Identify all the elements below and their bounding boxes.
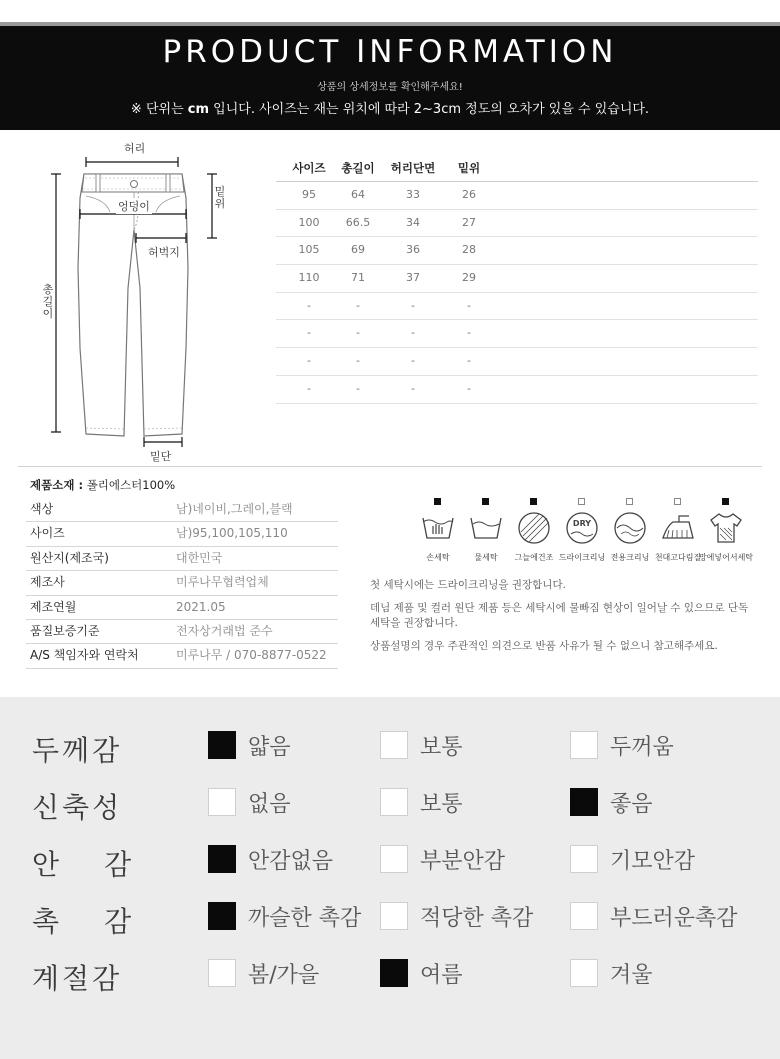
check-box — [570, 731, 598, 759]
feature-row-texture — [0, 890, 780, 946]
hip-label: 엉덩이 — [118, 200, 150, 213]
table-cell: - — [307, 381, 311, 395]
hand-wash-icon — [419, 508, 457, 546]
info-key: 원산지(제조국) — [30, 550, 109, 565]
table-row — [276, 348, 758, 376]
table-row — [276, 265, 758, 293]
info-row-origin — [26, 547, 338, 571]
option-label: 없음 — [248, 792, 291, 817]
care-label: 천대고다림질 — [654, 553, 702, 562]
info-row-date — [26, 596, 338, 620]
table-cell: - — [411, 354, 415, 368]
feature-row-thickness — [0, 719, 780, 775]
header-length: 총길이 — [341, 161, 375, 175]
feature-name-part: 촉 — [32, 905, 63, 938]
option-label: 얇음 — [248, 735, 291, 760]
info-row-manufacturer — [26, 571, 338, 595]
feature-name — [32, 900, 142, 940]
care-mark — [674, 498, 681, 505]
table-cell: - — [307, 354, 311, 368]
check-box — [208, 731, 236, 759]
hem-label: 밑단 — [150, 450, 172, 463]
section-divider — [18, 466, 762, 467]
care-label: 손세탁 — [426, 553, 450, 562]
info-value: 2021.05 — [176, 599, 226, 614]
table-cell: - — [356, 298, 360, 312]
feature-row-season — [0, 947, 780, 1003]
waist-label: 허리 — [124, 142, 146, 155]
info-row-contact — [26, 644, 338, 668]
table-row — [276, 293, 758, 321]
water-wash-icon — [467, 508, 505, 546]
banner-unit-note — [0, 98, 780, 117]
product-info-table — [26, 498, 338, 669]
option-label: 보통 — [420, 792, 463, 817]
table-row — [276, 210, 758, 238]
header-rise: 밑위 — [457, 161, 481, 175]
note-unit: cm — [187, 102, 210, 117]
care-label: 그늘에건조 — [514, 553, 554, 562]
option-label: 좋음 — [610, 792, 653, 817]
table-cell: 71 — [351, 271, 365, 285]
material-value: 폴리에스터100% — [83, 478, 176, 492]
shade-dry-icon — [515, 508, 553, 546]
check-box — [570, 845, 598, 873]
table-cell: 36 — [406, 243, 420, 257]
feature-name-part: 안 — [32, 848, 63, 881]
option-label: 부분안감 — [420, 849, 506, 874]
info-value: 전자상거래법 준수 — [176, 623, 273, 638]
option-label: 까슬한 촉감 — [248, 906, 362, 931]
care-label: 드라이크리닝 — [558, 553, 606, 562]
care-hand-wash — [414, 496, 462, 568]
check-box — [208, 845, 236, 873]
table-cell: 110 — [298, 271, 320, 285]
info-key: 품질보증기준 — [30, 623, 100, 638]
care-mark — [482, 498, 489, 505]
table-cell: - — [356, 326, 360, 340]
care-mark — [530, 498, 537, 505]
info-row-warranty — [26, 620, 338, 644]
info-value: 미루나무협력업체 — [176, 575, 269, 590]
check-box — [570, 902, 598, 930]
table-cell: 64 — [351, 188, 365, 201]
feature-row-stretch — [0, 776, 780, 832]
material-label: 제품소재 : — [30, 478, 84, 492]
check-box — [380, 902, 408, 930]
note-prefix: ※ 단위는 — [130, 102, 188, 117]
care-notes — [370, 578, 760, 662]
table-cell: 28 — [462, 243, 476, 257]
header-size: 사이즈 — [292, 161, 326, 175]
table-cell: - — [411, 298, 415, 312]
info-key: 색상 — [30, 502, 54, 516]
option-label: 기모안감 — [610, 849, 696, 874]
table-cell: - — [411, 326, 415, 340]
option-label: 보통 — [420, 735, 463, 760]
net-wash-icon — [707, 508, 745, 546]
info-row-size — [26, 522, 338, 546]
table-cell: 33 — [406, 188, 420, 201]
info-key: 제조연월 — [30, 599, 77, 614]
option-label: 두꺼움 — [610, 735, 674, 760]
info-key: 사이즈 — [30, 526, 65, 541]
length-label: 총길이 — [42, 283, 54, 320]
thigh-label: 허벅지 — [148, 246, 180, 259]
check-box — [380, 788, 408, 816]
table-cell: - — [467, 354, 471, 368]
feature-ratings — [0, 697, 780, 1059]
option-label: 여름 — [420, 963, 463, 988]
banner-subtitle: 상품의 상세정보를 확인해주세요! — [317, 82, 463, 93]
table-row — [276, 376, 758, 404]
table-cell: 66.5 — [345, 215, 371, 229]
table-cell: - — [467, 326, 471, 340]
size-table — [276, 155, 758, 404]
note-denim: 데님 제품 및 컬러 원단 제품 등은 세탁시에 물빠짐 현상이 일어날 수 있으므로 단독 세탁을 권장합니다. — [370, 602, 749, 629]
note-rest: 입니다. 사이즈는 재는 위치에 따라 2~3cm 정도의 오차가 있을 수 있습니다. — [209, 102, 650, 117]
table-cell: 69 — [351, 243, 365, 257]
header-waist: 허리단면 — [390, 161, 436, 175]
care-label: 물세탁 — [474, 553, 498, 562]
option-label: 봄/가을 — [248, 963, 320, 988]
care-shade-dry — [510, 496, 558, 568]
note-first-wash: 첫 세탁시에는 드라이크리닝을 권장합니다. — [370, 579, 566, 591]
table-cell: 37 — [406, 271, 420, 285]
table-cell: - — [356, 381, 360, 395]
feature-name-part: 감 — [104, 905, 135, 938]
feature-name — [32, 843, 142, 883]
info-key: A/S 책임자와 연락처 — [30, 648, 139, 663]
feature-name: 신축성 — [32, 791, 123, 824]
care-label: 전용크리닝 — [610, 553, 650, 562]
table-cell: - — [356, 354, 360, 368]
special-clean-icon — [611, 508, 649, 546]
option-label: 안감없음 — [248, 849, 334, 874]
dry-clean-icon — [563, 508, 601, 546]
care-iron — [654, 496, 702, 568]
option-label: 적당한 촉감 — [420, 906, 534, 931]
check-box — [380, 959, 408, 987]
table-row — [276, 320, 758, 348]
care-special-clean — [606, 496, 654, 568]
table-cell: - — [411, 381, 415, 395]
info-key: 제조사 — [30, 575, 65, 590]
note-disclaimer: 상품설명의 경우 주관적인 의견으로 반품 사유가 될 수 없으니 참고해주세요. — [370, 640, 718, 652]
feature-name: 계절감 — [32, 962, 123, 995]
table-cell: - — [467, 381, 471, 395]
care-mark — [626, 498, 633, 505]
info-value: 대한민국 — [176, 550, 223, 565]
size-table-header — [276, 155, 758, 182]
table-cell: 29 — [462, 271, 476, 285]
care-net-wash — [698, 496, 754, 568]
care-mark — [722, 498, 729, 505]
check-box — [208, 902, 236, 930]
care-instructions — [414, 496, 764, 568]
care-water-wash — [462, 496, 510, 568]
iron-icon — [659, 508, 697, 546]
option-label: 부드러운촉감 — [610, 906, 738, 931]
table-cell: 26 — [462, 188, 476, 201]
banner-title: PRODUCT INFORMATION — [162, 34, 618, 70]
care-mark — [578, 498, 585, 505]
check-box — [208, 788, 236, 816]
care-label: 망에넣어서세탁 — [698, 553, 754, 562]
check-box — [208, 959, 236, 987]
table-cell: 100 — [298, 215, 320, 229]
table-cell: 27 — [462, 215, 476, 229]
pants-diagram — [28, 138, 258, 468]
info-value: 남)네이비,그레이,블랙 — [176, 502, 293, 516]
table-cell: 95 — [302, 188, 316, 201]
info-value: 남)95,100,105,110 — [176, 526, 288, 541]
material-line — [30, 477, 175, 493]
info-value: 미루나무 / 070-8877-0522 — [176, 648, 327, 663]
table-cell: 34 — [406, 215, 420, 229]
care-mark — [434, 498, 441, 505]
care-dry-clean — [558, 496, 606, 568]
table-row — [276, 182, 758, 210]
table-cell: - — [467, 298, 471, 312]
table-row — [276, 237, 758, 265]
option-label: 겨울 — [610, 963, 653, 988]
check-box — [570, 788, 598, 816]
feature-name-part: 감 — [104, 848, 135, 881]
info-row-color — [26, 498, 338, 522]
table-cell: 105 — [298, 243, 320, 257]
feature-name: 두께감 — [32, 734, 123, 767]
check-box — [380, 845, 408, 873]
feature-row-lining — [0, 833, 780, 889]
check-box — [570, 959, 598, 987]
product-info-banner — [0, 26, 780, 130]
dry-text: DRY — [572, 519, 592, 528]
table-cell: - — [307, 298, 311, 312]
table-cell: - — [307, 326, 311, 340]
rise-label: 밑위 — [214, 185, 226, 210]
check-box — [380, 731, 408, 759]
